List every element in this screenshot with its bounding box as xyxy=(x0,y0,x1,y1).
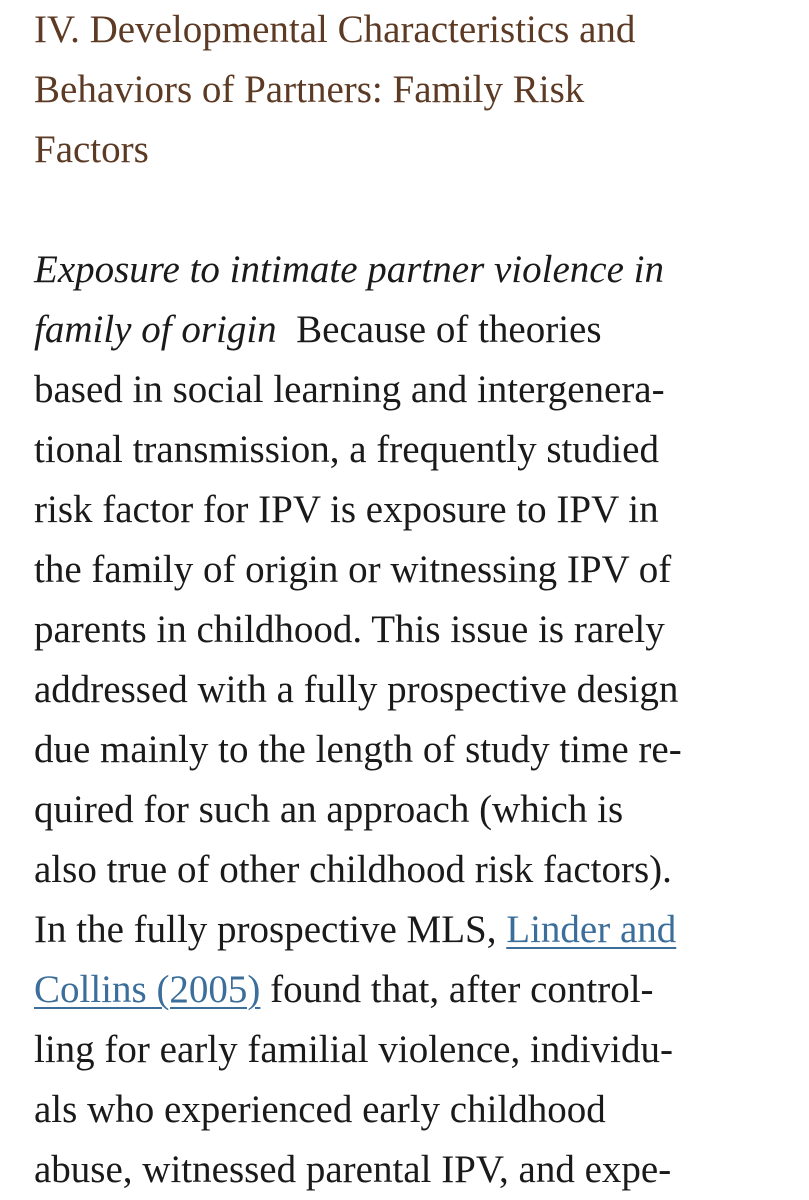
paragraph-line: abuse, witnessed parental IPV, and expe- xyxy=(34,1148,672,1191)
paragraph-text: In the fully prospective MLS, xyxy=(34,908,497,951)
paragraph-line: ling for early familial violence, individu- xyxy=(34,1028,673,1071)
body-paragraph xyxy=(34,240,784,1200)
citation-link-linder-collins-continued[interactable]: Collins (2005) xyxy=(34,968,261,1011)
paragraph-line: due mainly to the length of study time re- xyxy=(34,728,682,771)
paragraph-line: risk factor for IPV is exposure to IPV in xyxy=(34,488,659,531)
paragraph-text: found that, after control- xyxy=(270,968,654,1011)
paragraph-line: quired for such an approach (which is xyxy=(34,788,624,831)
paragraph-line: tional transmission, a frequently studied xyxy=(34,428,659,471)
paragraph-line: based in social learning and intergenera- xyxy=(34,368,665,411)
section-heading xyxy=(34,0,774,180)
heading-line: IV. Developmental Characteristics and xyxy=(34,8,636,51)
citation-link-linder-collins[interactable]: Linder and xyxy=(506,908,677,951)
paragraph-line: parents in childhood. This issue is rarely xyxy=(34,608,665,651)
run-in-title: Exposure to intimate partner violence in xyxy=(34,248,664,291)
paragraph-line: addressed with a fully prospective design xyxy=(34,668,679,711)
heading-line: Factors xyxy=(34,128,149,171)
paragraph-line xyxy=(34,300,784,360)
paragraph-line: also true of other childhood risk factors). xyxy=(34,848,672,891)
paragraph-line xyxy=(34,960,784,1020)
paragraph-line xyxy=(34,900,784,960)
run-in-title: family of origin xyxy=(34,308,277,351)
paragraph-line: als who experienced early childhood xyxy=(34,1088,606,1131)
heading-line: Behaviors of Partners: Family Risk xyxy=(34,68,585,111)
paragraph-line: the family of origin or witnessing IPV of xyxy=(34,548,672,591)
paragraph-line xyxy=(34,240,784,300)
paragraph-text: Because of theories xyxy=(296,308,602,351)
